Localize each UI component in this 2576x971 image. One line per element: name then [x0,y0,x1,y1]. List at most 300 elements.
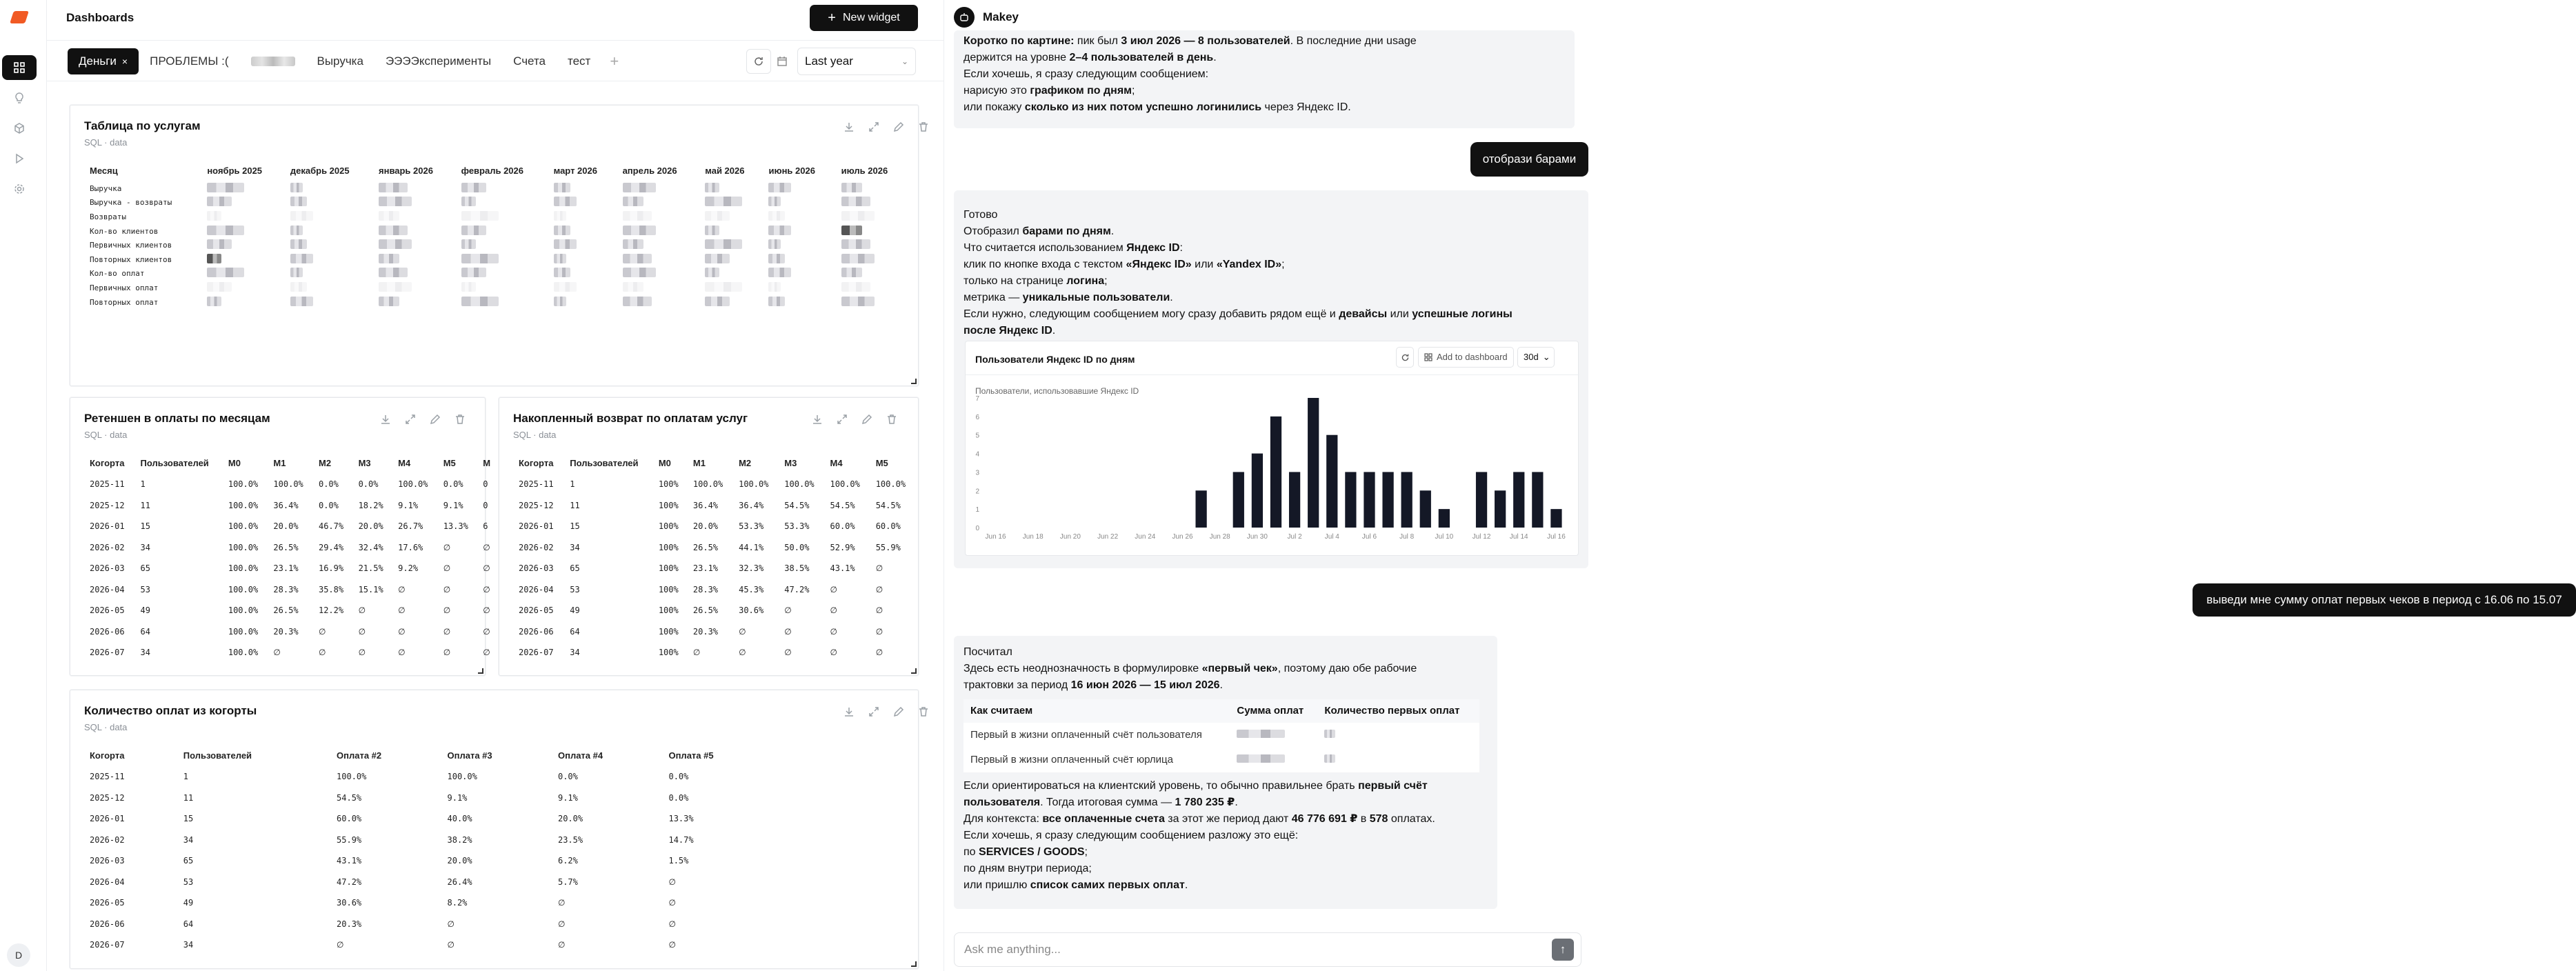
grid-icon [1424,353,1432,361]
table-cell: 2026-05 [90,605,125,616]
empty-cell: ∅ [557,898,566,908]
table-cell: 26.7% [398,521,423,532]
payments-card [70,690,919,969]
trash-icon[interactable] [454,413,466,426]
blurred-value [768,226,791,235]
table-cell: 16.9% [318,563,344,574]
blurred-value [841,268,862,277]
table-cell: 26.4% [447,877,472,887]
edit-icon[interactable] [892,121,905,133]
table-cell: 5.7% [557,877,578,887]
table-cell: 36.4% [739,500,764,510]
edit-icon[interactable] [861,413,873,426]
table-cell: 2026-04 [519,584,554,594]
blurred-cell [201,252,285,267]
expand-icon[interactable] [404,413,417,426]
table-row [963,723,1479,748]
blurred-cell [617,210,700,224]
plus-icon: + [828,10,836,26]
empty-cell: ∅ [447,919,455,929]
table-cell: 100.0% [228,605,259,616]
blurred-value [623,282,643,292]
new-widget-button[interactable] [810,5,918,31]
services-table-card [70,105,919,386]
blurred-cell [548,267,617,281]
table-cell: 34 [570,648,580,658]
resize-handle[interactable] [911,379,917,384]
edit-icon[interactable] [429,413,441,426]
table-cell: 28.3% [273,584,299,594]
empty-cell: ∅ [668,877,676,887]
table-cell: 21.5% [358,563,383,574]
lightbulb-icon[interactable] [2,86,37,110]
blurred-value [554,268,570,277]
empty-cell: ∅ [830,648,837,658]
empty-cell: ∅ [875,563,883,574]
table-row [84,238,908,252]
table-cell: 34 [140,648,150,658]
blurred-value [705,268,719,277]
blurred-cell [548,196,617,210]
blurred-cell [548,224,617,239]
assistant-message: Посчитал Здесь есть неоднозначность в формулировке «первый чек», поэтому даю обе рабочие трактовки за период 16 июн 2026 — 15 июл 2026. Как считаем Сумма оплат Количество первых оплат Первый в жизни оплаченный счёт пользователя Первый в жизни оплаченный счёт юрлица Если ориентироваться на клиентский уровень, то обычно правильнее брать первый счёт пользователя. Тогда итоговая сумма — 1 780 235 ₽. Для контекста: все оплаченные счета за этот же период дают 46 776 691 ₽ в 578 оплатах. Если хочешь, я сразу следующим сообщением разложу это ещё: по SERVICES / GOODS; по дням внутри периода; или пришлю список самих первых оплат. [954,636,1497,909]
table-row [84,600,498,621]
table-cell: 60.0% [875,521,901,532]
table-cell: 20.0% [358,521,383,532]
table-row [963,748,1479,772]
blurred-cell [1317,748,1479,772]
table-cell: 26.5% [273,605,299,616]
column-header: M1 [273,457,286,468]
table-cell: 2026-07 [90,648,125,658]
blurred-cell [373,210,456,224]
blurred-value [379,254,399,263]
empty-cell: ∅ [358,605,366,616]
blurred-value [554,183,570,192]
blurred-value [461,254,499,263]
column-header: Когорта [90,750,125,761]
empty-cell: ∅ [358,626,366,637]
blurred-cell [699,181,763,196]
blurred-value [554,239,577,249]
blurred-value [623,254,652,263]
blurred-value [554,211,566,221]
avatar[interactable]: D [7,943,30,967]
play-icon[interactable] [2,146,37,171]
empty-cell: ∅ [483,542,490,552]
bar[interactable] [1495,490,1506,528]
add-to-dashboard-button[interactable] [1418,347,1514,368]
resize-handle[interactable] [478,668,483,674]
card-actions [843,121,930,133]
table-cell: 2025-11 [90,479,125,490]
x-tick-label: Jul 4 [1324,533,1339,541]
table-cell: 100% [658,584,679,594]
y-tick-label: 6 [975,413,979,421]
table-cell: 0.0% [443,479,463,490]
tab-experiments[interactable]: ЭЭЭЭксперименты [385,54,492,68]
column-header: июль 2026 [841,165,888,176]
bar[interactable] [1439,509,1450,528]
blurred-value [290,239,307,249]
table-cell: 100.0% [228,542,259,552]
bar[interactable] [1401,472,1412,528]
table-cell: 2025-12 [90,792,125,803]
column-header: февраль 2026 [461,165,523,176]
table-cell: 38.2% [447,834,472,845]
table-cell: 20.0% [273,521,299,532]
empty-cell: ∅ [443,542,451,552]
table-cell: 17.6% [398,542,423,552]
table-cell: 2026-03 [519,563,554,574]
table-cell: 100.0% [228,584,259,594]
empty-cell: ∅ [443,626,451,637]
blurred-value [768,211,785,221]
empty-cell: ∅ [483,584,490,594]
chat-input[interactable] [954,932,1581,967]
blurred-cell [763,281,835,295]
bar[interactable] [1364,472,1375,528]
column-header: апрель 2026 [622,165,677,176]
bar[interactable] [1252,454,1263,528]
tab-revenue[interactable]: Выручка [317,54,363,68]
table-cell: 100.0% [784,479,815,490]
table-cell: 64 [183,919,194,929]
table-cell: 65 [570,563,580,574]
blurred-value [379,239,412,249]
table-cell: 100.0% [875,479,906,490]
table-cell: 100.0% [447,772,477,782]
empty-cell: ∅ [739,626,746,637]
table-row [84,181,908,196]
edit-icon[interactable] [892,705,905,718]
payments-table [84,744,774,956]
y-tick-label: 5 [975,432,979,440]
trash-icon[interactable] [917,121,930,133]
blurred-cell [699,267,763,281]
column-header: январь 2026 [379,165,433,176]
table-row [84,295,908,310]
blurred-cell [285,252,373,267]
blurred-cell [617,238,700,252]
blurred-value [461,226,486,235]
empty-cell: ∅ [337,940,344,950]
empty-cell: ∅ [318,648,326,658]
table-cell: Первый в жизни оплаченный счёт пользователя [970,729,1202,741]
blurred-cell [699,238,763,252]
table-cell: 2026-02 [90,834,125,845]
tab-bar [47,40,943,81]
column-header: май 2026 [705,165,745,176]
blurred-cell [456,267,548,281]
download-icon[interactable] [843,121,855,133]
trash-icon[interactable] [917,705,930,718]
table-cell: 55.9% [875,542,901,552]
blurred-value [379,211,399,221]
table-cell: 26.5% [692,605,719,616]
table-cell: 2026-01 [519,521,554,532]
empty-cell: ∅ [398,584,406,594]
column-header: декабрь 2025 [290,165,350,176]
blurred-value [768,254,785,263]
blurred-value [705,211,730,221]
table-row [84,224,908,239]
table-row [84,281,908,295]
blurred-value [841,197,870,206]
calendar-icon [777,56,788,70]
tab-invoices[interactable]: Счета [513,54,546,68]
bar[interactable] [1420,490,1431,528]
table-row [84,252,908,267]
download-icon[interactable] [811,413,823,426]
blurred-cell [201,295,285,310]
x-tick-label: Jul 14 [1509,533,1528,541]
empty-cell: ∅ [784,605,792,616]
send-button[interactable] [1552,939,1574,961]
download-icon[interactable] [843,705,855,718]
table-row [84,892,774,914]
table-cell: 2026-05 [519,605,554,616]
table-cell: 46.7% [318,521,344,532]
row-label: Выручка - возвраты [90,198,172,208]
row-label: Выручка [90,183,122,193]
blurred-value [623,239,643,249]
tab-blurred[interactable] [251,57,295,66]
table-cell: 13.3% [443,521,468,532]
empty-cell: ∅ [692,648,701,658]
date-range-value: Last year [805,54,853,68]
table-cell: 30.6% [739,605,764,616]
table-cell: 6.2% [557,856,578,866]
chat-header [954,7,1019,28]
empty-cell: ∅ [483,563,490,574]
refresh-button[interactable] [746,49,771,74]
topbar [47,0,943,37]
tab-money[interactable] [68,48,139,74]
bar[interactable] [1476,472,1487,528]
date-range-select[interactable] [797,48,916,75]
table-cell: 2026-04 [90,877,125,887]
table-cell: 28.3% [692,584,719,594]
row-label: Повторных клиентов [90,254,172,264]
blurred-cell [617,295,700,310]
table-cell: 12.2% [318,605,344,616]
table-row [513,579,916,601]
blurred-value [623,268,656,277]
tab-test[interactable]: тест [568,54,591,68]
x-tick-label: Jul 12 [1472,533,1491,541]
bar[interactable] [1233,472,1244,528]
x-tick-label: Jun 26 [1172,533,1193,541]
table-cell: 60.0% [830,521,855,532]
x-tick-label: Jun 16 [985,533,1006,541]
empty-cell: ∅ [443,648,451,658]
blurred-cell [373,224,456,239]
blurred-cell [1230,748,1317,772]
empty-cell: ∅ [668,919,676,929]
blurred-value [705,282,742,292]
column-header: Пользователей [183,750,252,761]
column-header: M0 [658,457,671,468]
cumulative-card [499,397,919,676]
card-actions [811,413,898,426]
blurred-cell [699,252,763,267]
row-label: Первичных клиентов [90,241,172,250]
bar[interactable] [1326,435,1337,528]
table-cell: 13.3% [668,814,694,824]
blurred-cell [836,210,908,224]
expand-icon[interactable] [836,413,848,426]
blurred-cell [699,196,763,210]
chat-input-placeholder: Ask me anything... [964,943,1061,956]
table-cell: 9.1% [447,792,468,803]
table-cell: 2026-02 [519,542,554,552]
blurred-cell [1230,723,1317,748]
period-value: 30d [1524,352,1539,362]
blurred-cell [373,181,456,196]
x-tick-label: Jul 2 [1287,533,1302,541]
table-cell: 2026-06 [90,626,125,637]
blurred-cell [456,295,548,310]
trash-icon[interactable] [886,413,898,426]
bar[interactable] [1289,472,1300,528]
blurred-value [768,297,785,306]
table-cell: 2025-11 [519,479,554,490]
empty-cell: ∅ [875,584,883,594]
table-cell: 100.0% [830,479,860,490]
cube-icon[interactable] [2,116,37,141]
blurred-cell [285,238,373,252]
resize-handle[interactable] [911,961,917,967]
expand-icon[interactable] [868,121,880,133]
blurred-value [841,254,875,263]
empty-cell: ∅ [483,605,490,616]
empty-cell: ∅ [557,919,566,929]
blurred-value [379,297,399,306]
gear-icon[interactable] [2,177,37,201]
bar[interactable] [1532,472,1543,528]
blurred-cell [699,224,763,239]
table-row [84,267,908,281]
blurred-cell [201,181,285,196]
bar[interactable] [1270,417,1281,528]
y-tick-label: 4 [975,450,979,459]
period-select[interactable] [1517,347,1555,368]
chart-refresh-button[interactable] [1396,347,1414,368]
table-cell: 54.5% [337,792,362,803]
row-label: Повторных оплат [90,297,159,307]
blurred-cell [617,267,700,281]
blurred-cell [373,238,456,252]
assistant-message: Коротко по картине: пик был 3 июл 2026 — 8 пользователей. В последние дни usage держится на уровне 2–4 пользователей в день. Если хочешь, я сразу следующим сообщением: нарисую это графиком по дням; или покажу сколько из них потом успешно логинились через Яндекс ID. [954,30,1575,128]
download-icon[interactable] [379,413,392,426]
table-cell: 11 [183,792,194,803]
table-cell: 0.0% [557,772,578,782]
table-cell: 54.5% [784,500,810,510]
column-header: M5 [875,457,888,468]
blurred-value [379,268,408,277]
table-cell: 100.0% [273,479,303,490]
card-actions [379,413,466,426]
row-label: Кол-во оплат [90,269,145,279]
blurred-cell [548,252,617,267]
table-cell: 0 [483,479,488,490]
blurred-value [768,239,781,249]
bar[interactable] [1308,398,1319,528]
blurred-value [623,226,656,235]
blurred-cell [699,281,763,295]
card-actions [843,705,930,718]
table-row [513,558,916,579]
bar[interactable] [1195,490,1206,528]
empty-cell: ∅ [668,898,676,908]
resize-handle[interactable] [911,668,917,674]
add-tab-icon[interactable]: + [610,52,619,70]
blurred-cell [373,281,456,295]
y-tick-label: 1 [975,506,979,514]
column-header: Оплата #4 [557,750,603,761]
table-cell: 55.9% [337,834,362,845]
blurred-value [207,211,221,221]
column-header: Количество первых оплат [1317,699,1479,723]
table-cell: 100% [658,542,679,552]
column-header: Пользователей [570,457,639,468]
blurred-cell [617,181,700,196]
bar-chart [966,390,1579,555]
blurred-cell [456,181,548,196]
blurred-cell [763,267,835,281]
chart-subtitle: Пользователи, использовавшие Яндекс ID [975,386,1139,396]
column-header: Сумма оплат [1230,699,1317,723]
bot-name: Makey [983,10,1019,23]
bar[interactable] [1382,472,1393,528]
bar[interactable] [1345,472,1356,528]
empty-cell: ∅ [875,626,883,637]
table-cell: 53.3% [784,521,810,532]
assistant-message: Готово Отобразил барами по дням. Что считается использованием Яндекс ID: клик по кнопке входа с текстом «Яндекс ID» или «Yandex ID»; только на странице логина; метрика — уникальные пользователи. Если нужно, следующим сообщением могу сразу добавить рядом ещё и девайсы или успешные логины после Яндекс ID. Пользователи Яндекс ID по дням Add to dashboard 30d ⌄ Пользователи, использовавшие Яндекс ID 0 1 2 3 4 5 6 7 Jun 16 Jun 18 Jun 20 Jun 22 Jun 24 Jun 26 Jun 28 Jun 30 Jul 2 Jul 4 Jul 6 Jul 8 Jul 10 Jul 12 Jul 14 Jul 16 [954,190,1588,568]
table-cell: 100% [658,626,679,637]
table-cell: 0.0% [668,772,689,782]
empty-cell: ∅ [739,648,746,658]
bar[interactable] [1513,472,1524,528]
table-cell: 0.0% [318,479,339,490]
blurred-value [207,239,232,249]
blurred-cell [548,295,617,310]
table-cell: 18.2% [358,500,383,510]
arrow-up-icon: ↑ [1559,943,1566,956]
column-header: M3 [358,457,371,468]
table-cell: 32.3% [739,563,764,574]
table-cell: 43.1% [830,563,855,574]
blurred-cell [763,196,835,210]
column-header: M0 [228,457,241,468]
dashboards-icon[interactable] [2,55,37,80]
close-icon[interactable]: × [121,56,128,67]
row-label: Возвраты [90,212,126,221]
expand-icon[interactable] [868,705,880,718]
table-cell: 100.0% [337,772,367,782]
bar[interactable] [1550,509,1561,528]
table-cell: 100.0% [398,479,428,490]
nav-rail [0,0,47,971]
tab-problems[interactable]: ПРОБЛЕМЫ :( [150,54,229,68]
x-tick-label: Jun 30 [1246,533,1268,541]
blurred-value [207,254,221,263]
empty-cell: ∅ [668,940,676,950]
table-cell: 100% [658,563,679,574]
table-row [84,766,774,788]
blurred-value [623,197,643,206]
